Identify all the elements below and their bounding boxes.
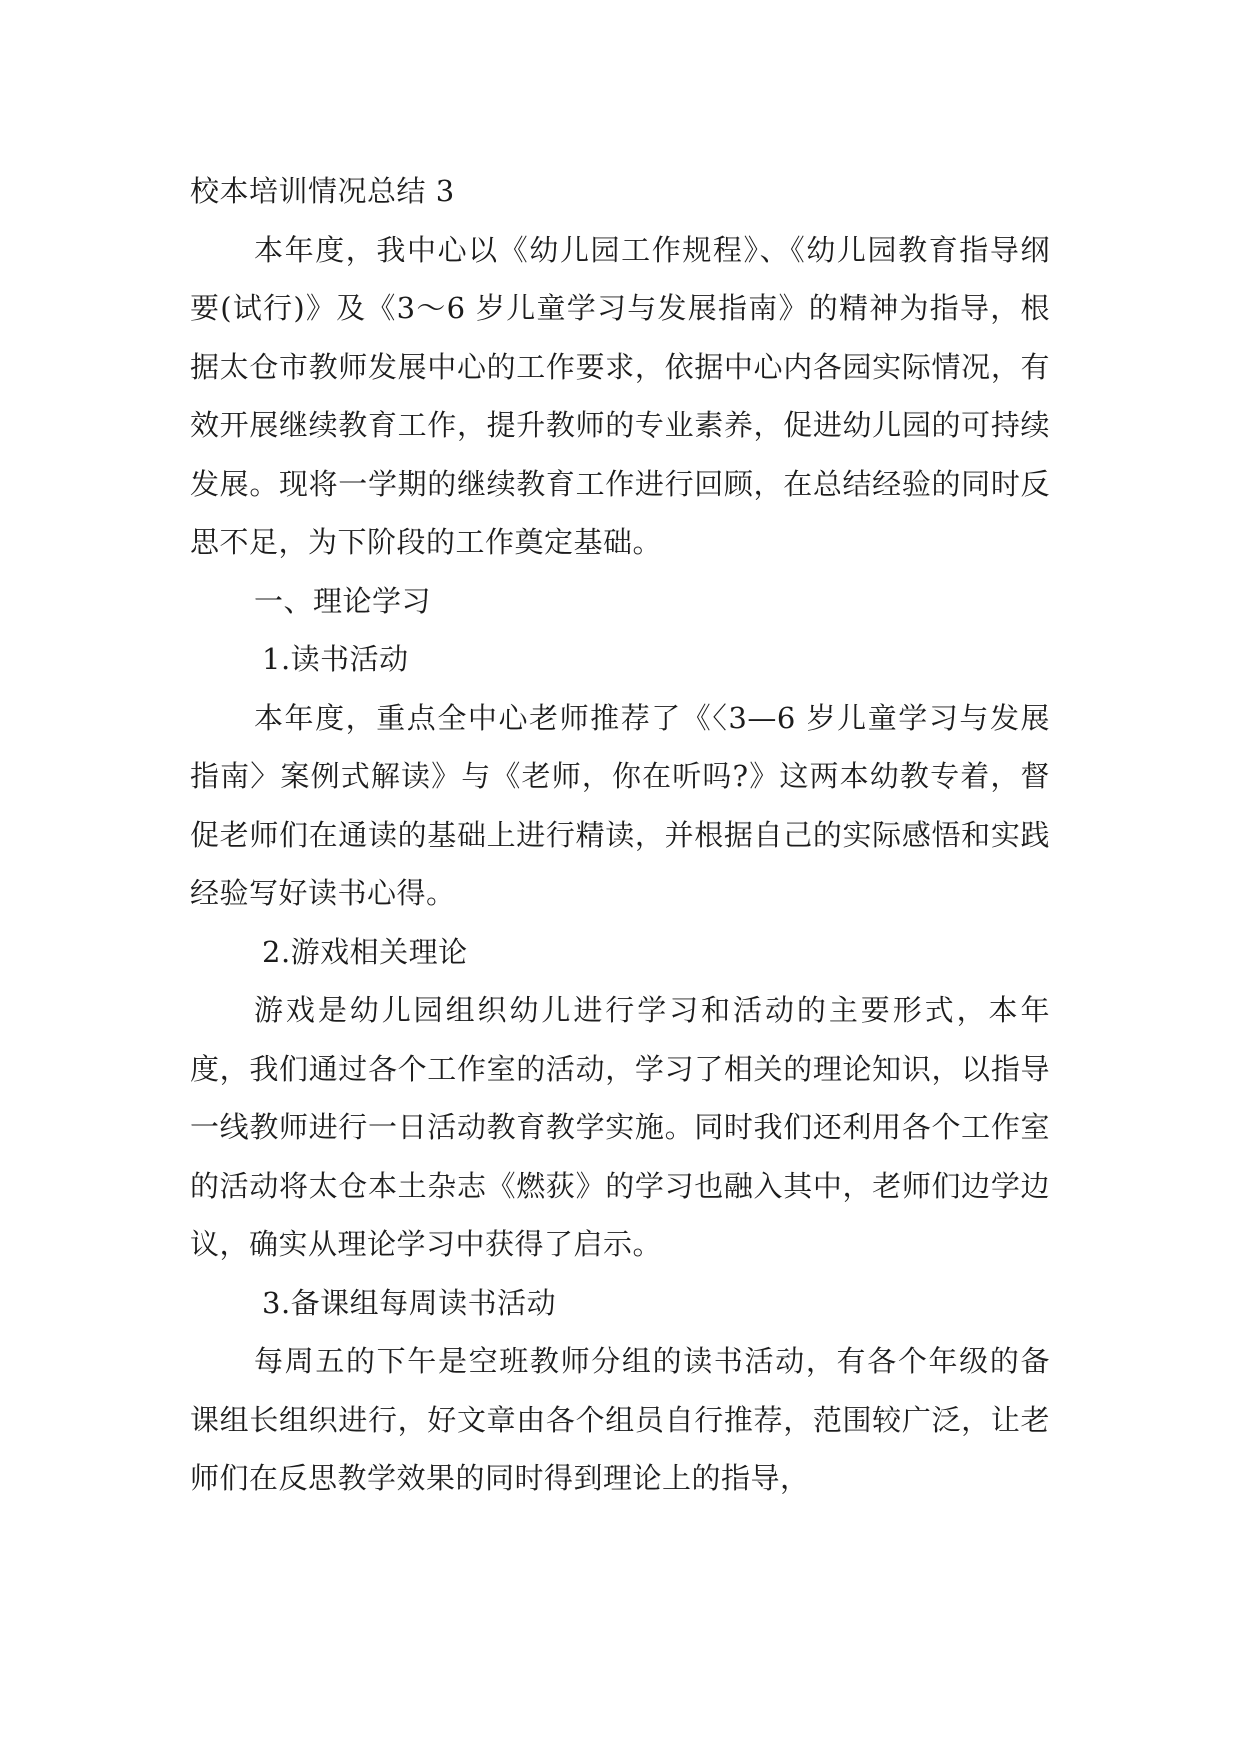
- subheading-weekly-reading: 3.备课组每周读书活动: [262, 1285, 557, 1320]
- paragraph-weekly-reading: 每周五的下午是空班教师分组的读书活动，有各个年级的备课组长组织进行，好文章由各个组员自行推荐，范围较广泛，让老师们在反思教学效果的同时得到理论上的指导，: [190, 1344, 1050, 1495]
- subheading-game-theory: 2.游戏相关理论: [262, 934, 468, 969]
- section-heading-theory-study: 一、理论学习: [254, 583, 432, 618]
- intro-paragraph: 本年度，我中心以《幼儿园工作规程》、《幼儿园教育指导纲要(试行)》及《3～6 岁儿童学习与发展指南》的精神为指导，根据太仓市教师发展中心的工作要求，依据中心内各园实际情况，有效开展继续教育工作，提升教师的专业素养，促进幼儿园的可持续发展。现将一学期的继续教育工作进行回顾，在总结经验的同时反思不足，为下阶段的工作奠定基础。: [190, 232, 1050, 559]
- paragraph-game-theory: 游戏是幼儿园组织幼儿进行学习和活动的主要形式，本年度，我们通过各个工作室的活动，学习了相关的理论知识，以指导一线教师进行一日活动教育教学实施。同时我们还利用各个工作室的活动将太仓本土杂志《燃荻》的学习也融入其中，老师们边学边议，确实从理论学习中获得了启示。: [190, 993, 1050, 1261]
- subheading-reading-activity: 1.读书活动: [262, 642, 409, 676]
- document-body: [190, 162, 1050, 1508]
- document-title: 校本培训情况总结 3: [190, 174, 455, 208]
- paragraph-reading-activity: 本年度，重点全中心老师推荐了《〈3—6 岁儿童学习与发展指南〉案例式解读》与《老师，你在听吗?》这两本幼教专着，督促老师们在通读的基础上进行精读，并根据自己的实际感悟和实践经验写好读书心得。: [190, 700, 1050, 910]
